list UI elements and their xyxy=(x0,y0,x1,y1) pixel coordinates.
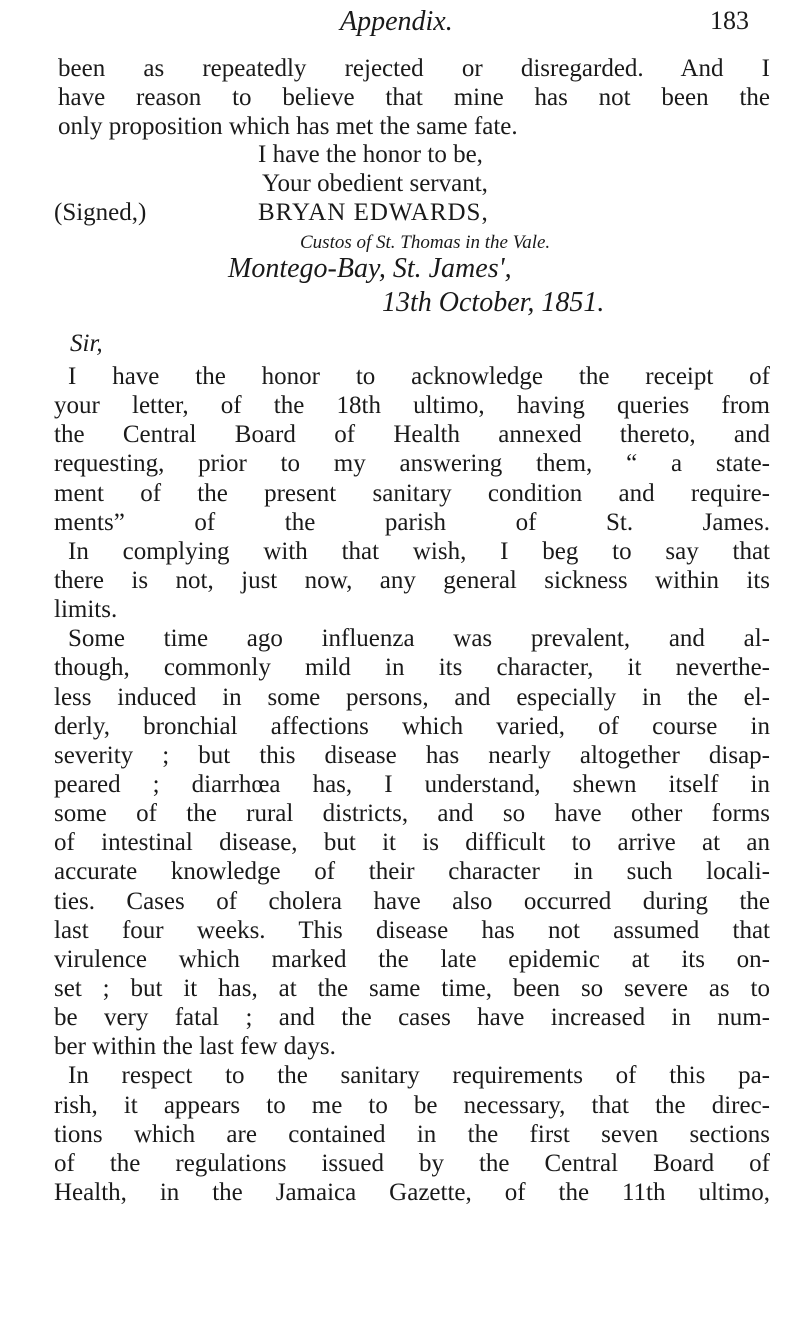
text-line: some of the rural districts, and so have other forms xyxy=(54,800,770,828)
text-line: Some time ago influenza was prevalent, and al- xyxy=(68,625,770,653)
text-line: ties. Cases of cholera have also occurred during the xyxy=(54,887,770,915)
text-line: set ; but it has, at the same time, been so severe as to xyxy=(54,974,770,1002)
text-line: virulence which marked the late epidemic at its on- xyxy=(54,945,770,973)
text-line: of intestinal disease, but it is difficult to arrive at an xyxy=(54,829,770,857)
text-line: derly, bronchial affections which varied, of course in xyxy=(54,712,770,740)
text-line: less induced in some persons, and especially in the el- xyxy=(54,683,770,711)
text-line: ments” of the parish of St. James. xyxy=(54,508,770,536)
dateline-place: Montego-Bay, St. James', xyxy=(228,253,512,284)
page-number: 183 xyxy=(710,6,749,35)
text-line: ment of the present sanitary condition and require- xyxy=(54,479,770,507)
text-line: your letter, of the 18th ultimo, having queries from xyxy=(54,392,770,420)
signed-tag: (Signed,) xyxy=(54,199,147,226)
text-line: be very fatal ; and the cases have increased in num- xyxy=(54,1004,770,1032)
signatory-name: BRYAN EDWARDS, xyxy=(258,199,489,226)
text-line: the Central Board of Health annexed thereto, and xyxy=(54,421,770,449)
signatory-title: Custos of St. Thomas in the Vale. xyxy=(300,232,551,253)
previous-letter-ending xyxy=(58,54,770,141)
letter-body xyxy=(54,362,770,1207)
text-line: limits. xyxy=(54,596,118,624)
text-line: rish, it appears to me to be necessary, that the direc- xyxy=(54,1091,770,1119)
text-line: I have the honor to acknowledge the receipt of xyxy=(68,363,770,390)
text-line: severity ; but this disease has nearly altogether disap- xyxy=(54,741,770,769)
text-line: last four weeks. This disease has not assumed that xyxy=(54,916,770,944)
complimentary-close: I have the honor to be, xyxy=(258,141,483,168)
text-line: have reason to believe that mine has not been the xyxy=(58,84,770,111)
salutation: Sir, xyxy=(70,330,103,357)
dateline-date: 13th October, 1851. xyxy=(382,287,605,318)
running-title: Appendix. xyxy=(340,6,453,37)
text-line: Health, in the Jamaica Gazette, of the 11th ultimo, xyxy=(54,1178,770,1206)
text-line: requesting, prior to my answering them, “ a state- xyxy=(54,450,770,478)
text-line: of the regulations issued by the Central Board of xyxy=(54,1149,770,1177)
complimentary-close-servant: Your obedient servant, xyxy=(262,170,488,197)
text-line: ber within the last few days. xyxy=(54,1033,336,1061)
text-line: though, commonly mild in its character, it neverthe- xyxy=(54,654,770,682)
page-header xyxy=(0,6,800,46)
text-line: In respect to the sanitary requirements of this pa- xyxy=(68,1062,770,1090)
text-line: tions which are contained in the first seven sections xyxy=(54,1120,770,1148)
text-line: In complying with that wish, I beg to say that xyxy=(68,537,770,565)
text-line: there is not, just now, any general sickness within its xyxy=(54,566,770,594)
text-line: peared ; diarrhœa has, I understand, shewn itself in xyxy=(54,770,770,798)
text-line: only proposition which has met the same fate. xyxy=(58,113,518,140)
text-line: accurate knowledge of their character in such locali- xyxy=(54,858,770,886)
text-line: been as repeatedly rejected or disregarded. And I xyxy=(58,55,770,82)
